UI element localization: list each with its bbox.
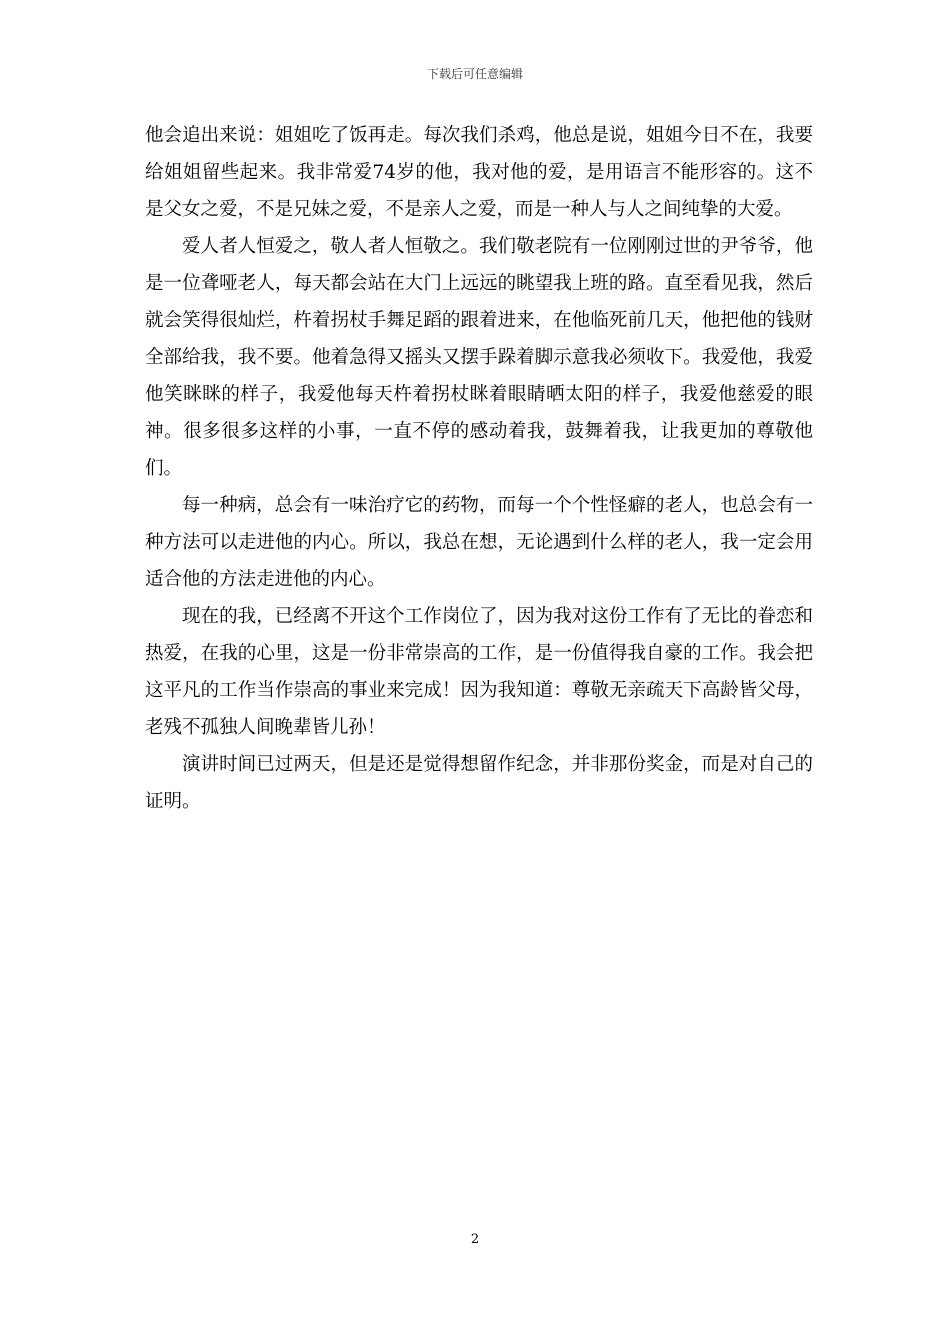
paragraph-current-me: 现在的我，已经离不开这个工作岗位了，因为我对这份工作有了无比的眷恋和热爱，在我的心里，这是一份非常崇高的工作，是一份值得我自豪的工作。我会把这平凡的工作当作崇高的事业来完成！因为我知道：尊敬无亲疏天下高龄皆父母，老残不孤独人间晚辈皆儿孙！ (145, 606, 813, 738)
paragraph-continuation: 他会追出来说：姐姐吃了饭再走。每次我们杀鸡，他总是说，姐姐今日不在，我要给姐姐留些起来。我非常爱74岁的他，我对他的爱，是用语言不能形容的。这不是父女之爱，不是兄妹之爱，不是亲人之爱，而是一种人与人之间纯挚的大爱。 (145, 125, 813, 220)
document-body (145, 117, 813, 820)
paragraph-yin-grandpa: 爱人者人恒爱之，敬人者人恒敬之。我们敬老院有一位刚刚过世的尹爷爷，他是一位聋哑老人，每天都会站在大门上远远的眺望我上班的路。直至看见我，然后就会笑得很灿烂，杵着拐杖手舞足蹈的跟着进来，在他临死前几天，他把他的钱财全部给我，我不要。他着急得又摇头又摆手跺着脚示意我必须收下。我爱他，我爱他笑眯眯的样子，我爱他每天杵着拐杖眯着眼睛晒太阳的样子，我爱他慈爱的眼神。很多很多这样的小事，一直不停的感动着我，鼓舞着我，让我更加的尊敬他们。 (145, 236, 813, 479)
paragraph-closing: 演讲时间已过两天，但是还是觉得想留作纪念，并非那份奖金，而是对自己的证明。 (145, 754, 813, 812)
paragraph-each-illness: 每一种病，总会有一味治疗它的药物，而每一个个性怪癖的老人，也总会有一种方法可以走进他的内心。所以，我总在想，无论遇到什么样的老人，我一定会用适合他的方法走进他的内心。 (145, 495, 813, 590)
page-number: 2 (470, 1232, 480, 1247)
page-header: 下载后可任意编辑 (426, 67, 523, 81)
